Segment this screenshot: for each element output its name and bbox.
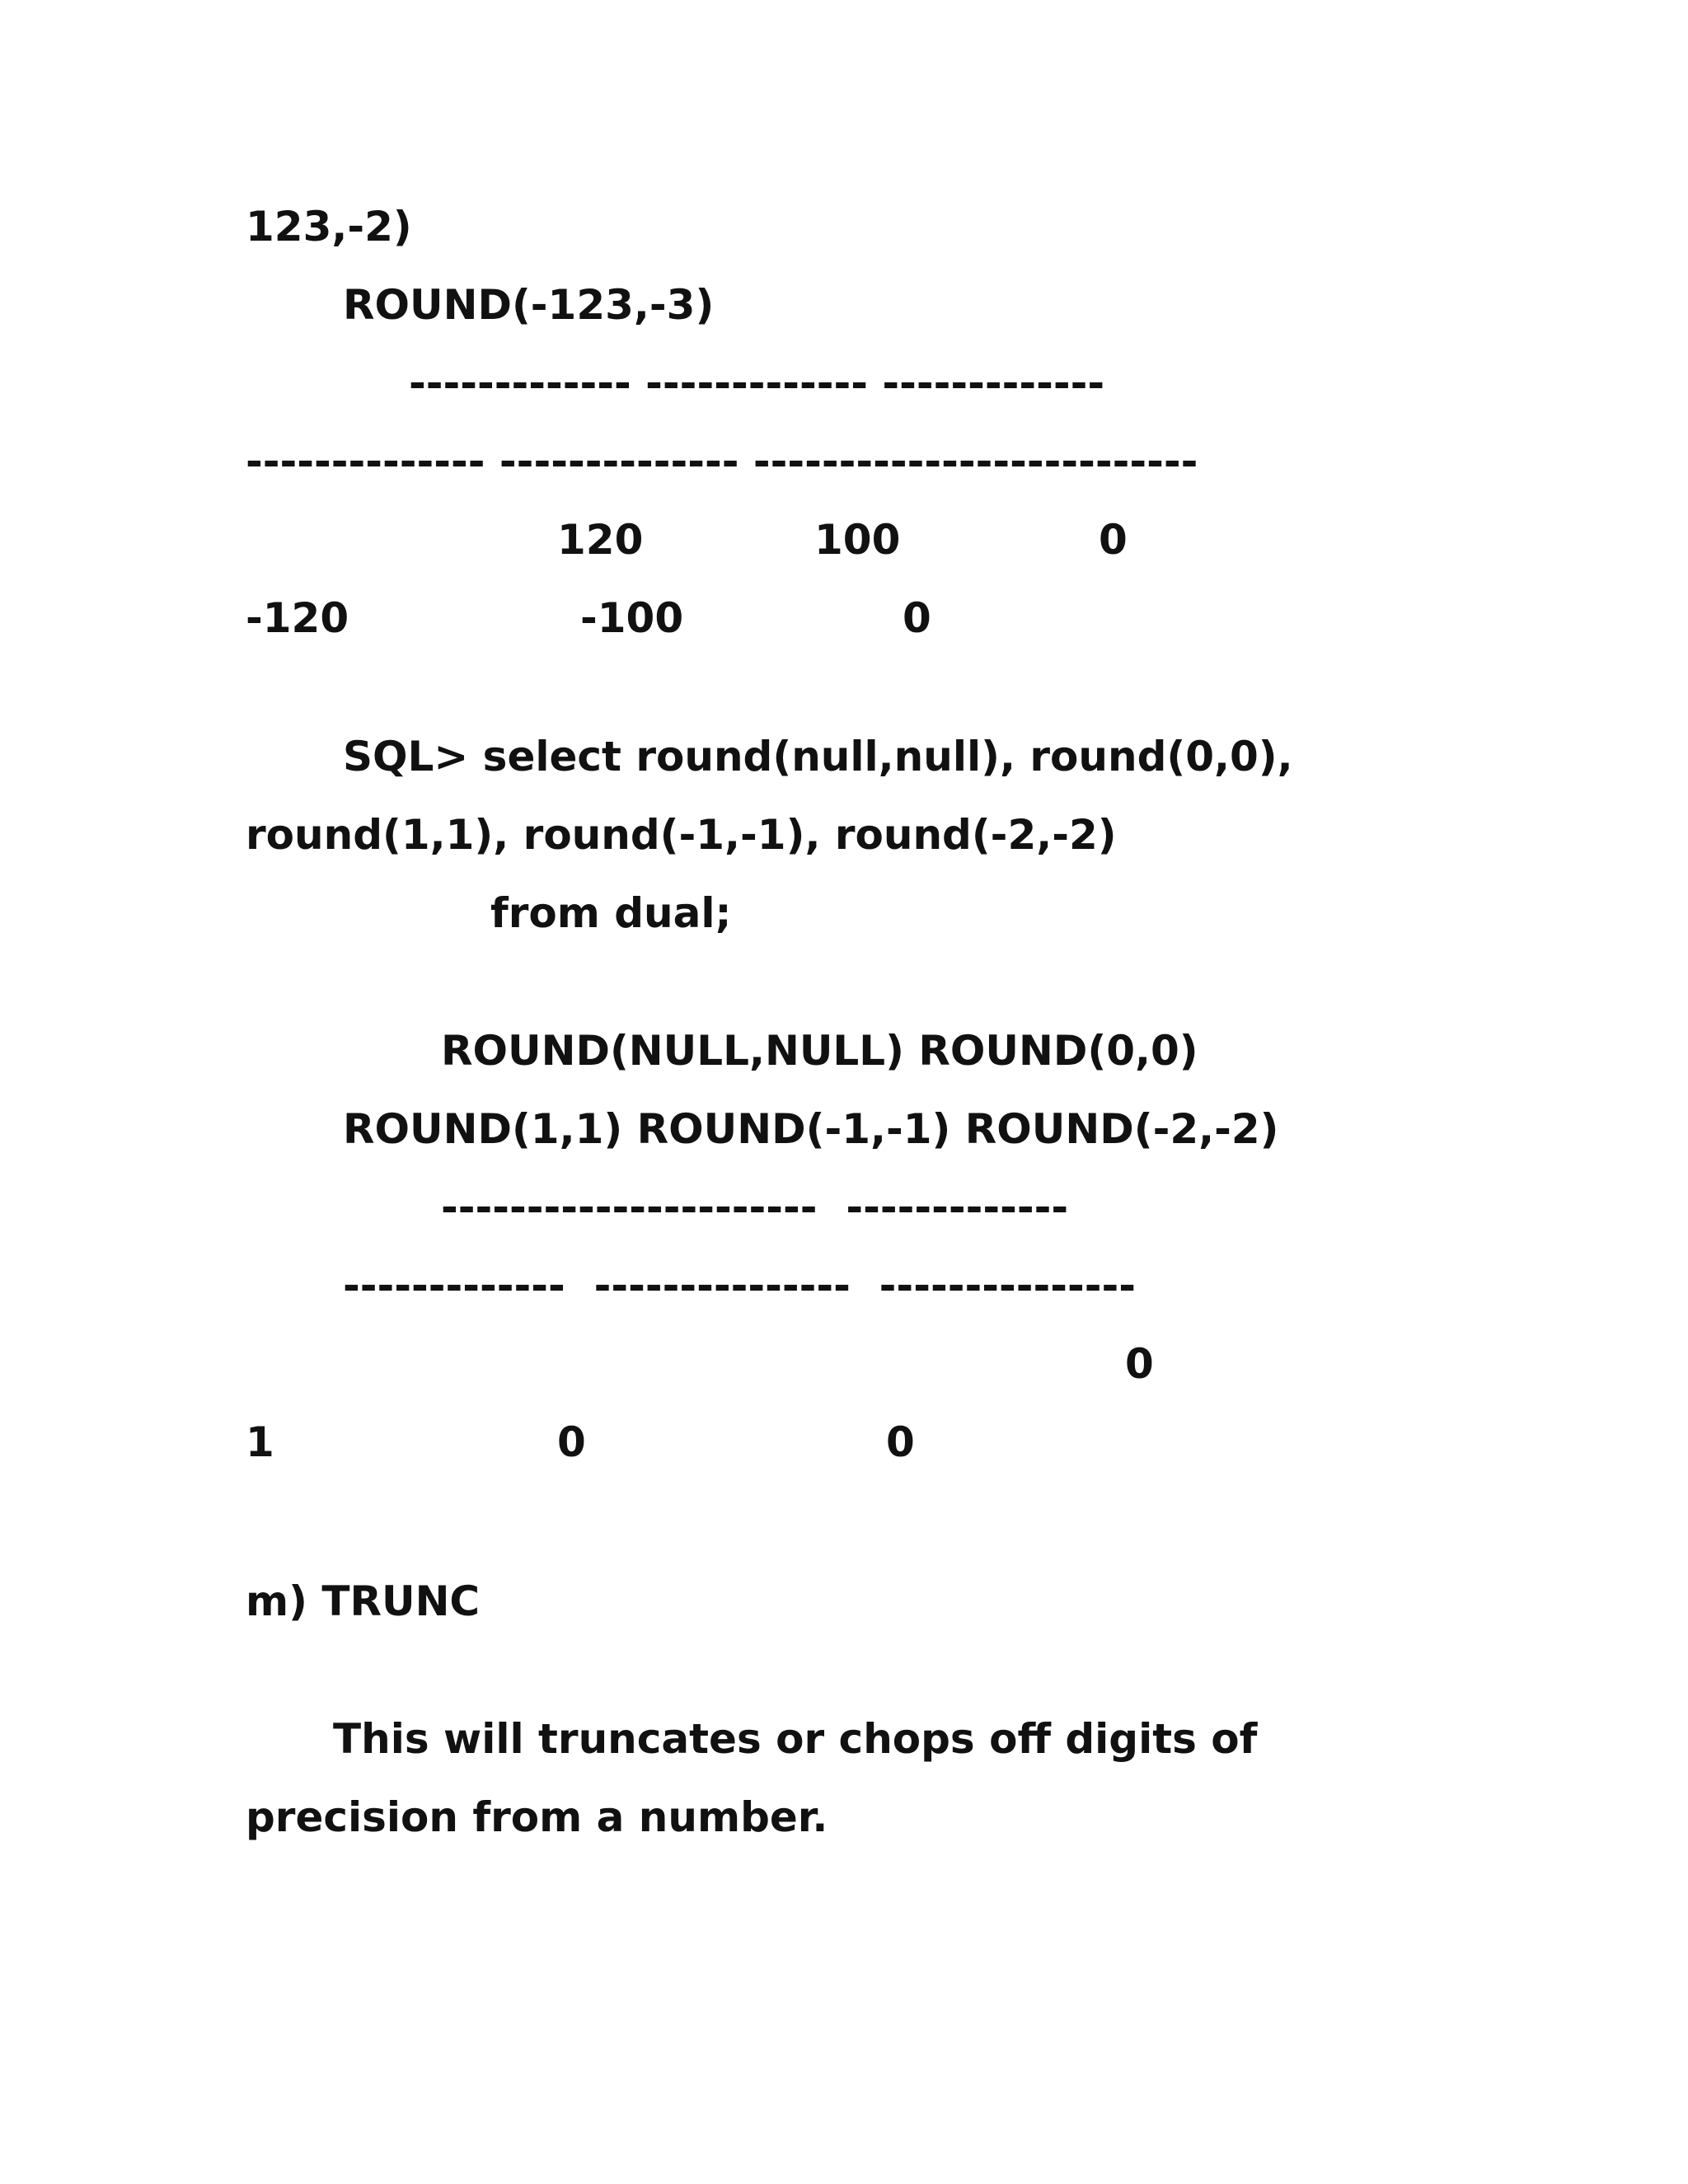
column-header: ROUND(NULL,NULL) ROUND(0,0)	[441, 1027, 1198, 1075]
sql-statement-line: round(1,1), round(-1,-1), round(-2,-2)	[246, 811, 1117, 859]
result-value: 100	[814, 516, 901, 564]
result-value: -100	[580, 594, 684, 642]
dashed-separator: ---------------------- -------------	[441, 1183, 1069, 1231]
column-header: ROUND(1,1) ROUND(-1,-1) ROUND(-2,-2)	[343, 1105, 1279, 1153]
section-heading: m) TRUNC	[246, 1577, 481, 1625]
text-line: 123,-2)	[246, 203, 412, 251]
dashed-separator: ------------- --------------- ---------------	[343, 1262, 1136, 1310]
paragraph-line: This will truncates or chops off digits of	[333, 1715, 1258, 1763]
dashed-separator: -------------- -------------- --------------------------	[246, 438, 1198, 485]
paragraph-line: precision from a number.	[246, 1793, 828, 1841]
sql-statement-line: from dual;	[490, 889, 732, 937]
text-line: ROUND(-123,-3)	[343, 281, 715, 329]
result-value: 0	[1125, 1340, 1154, 1388]
result-value: 0	[557, 1418, 586, 1466]
result-value: 0	[886, 1418, 915, 1466]
result-value: -120	[246, 594, 349, 642]
result-value: 0	[903, 594, 931, 642]
dashed-separator: ------------- ------------- -------------	[409, 359, 1105, 407]
result-value: 1	[246, 1418, 274, 1466]
result-value: 120	[557, 516, 644, 564]
sql-statement-line: SQL> select round(null,null), round(0,0),	[343, 733, 1293, 780]
result-value: 0	[1099, 516, 1128, 564]
